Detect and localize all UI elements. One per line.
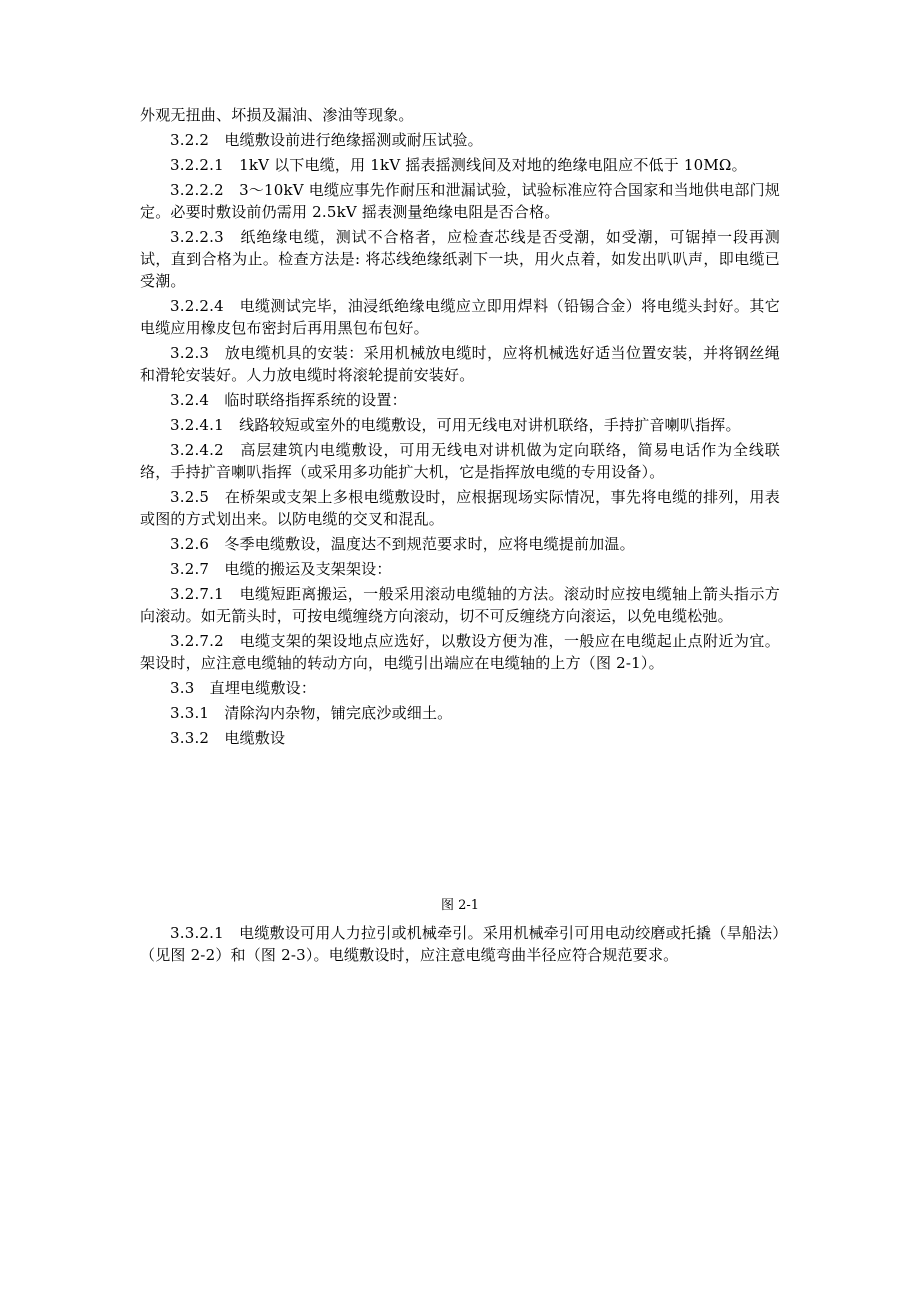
paragraph: 3.2.2.1 1kV 以下电缆，用 1kV 摇表摇测线间及对地的绝缘电阻应不低于 10MΩ。 <box>170 156 747 174</box>
paragraph: 3.3.2 电缆敷设 <box>170 729 286 747</box>
paragraph: 3.2.6 冬季电缆敷设，温度达不到规范要求时，应将电缆提前加温。 <box>170 535 635 553</box>
document-page <box>140 104 780 969</box>
paragraph: 3.2.7 电缆的搬运及支架架设： <box>170 560 392 578</box>
paragraph: 3.2.2.3 纸绝缘电缆，测试不合格者，应检查芯线是否受潮，如受潮，可锯掉一段再测试，直到合格为止。检查方法是: 将芯线绝缘纸剥下一块，用火点着，如发出叭叭声，即电缆已受潮。 <box>140 228 780 290</box>
paragraph: 3.2.3 放电缆机具的安装：采用机械放电缆时，应将机械选好适当位置安装，并将钢丝绳和滑轮安装好。人力放电缆时将滚轮提前安装好。 <box>140 344 780 384</box>
figure-caption: 图 2-1 <box>440 898 480 913</box>
paragraph: 3.2.7.1 电缆短距离搬运，一般采用滚动电缆轴的方法。滚动时应按电缆轴上箭头指示方向滚动。如无箭头时，可按电缆缠绕方向滚动，切不可反缠绕方向滚运，以免电缆松弛。 <box>140 585 780 625</box>
paragraph: 外观无扭曲、坏损及漏油、渗油等现象。 <box>140 106 414 124</box>
paragraph: 3.3.1 清除沟内杂物，铺完底沙或细土。 <box>170 704 453 722</box>
paragraph: 3.2.4.1 线路较短或室外的电缆敷设，可用无线电对讲机联络，手持扩音喇叭指挥。 <box>170 416 741 434</box>
paragraph: 3.2.4.2 高层建筑内电缆敷设，可用无线电对讲机做为定向联络，简易电话作为全线联络，手持扩音喇叭指挥（或采用多功能扩大机，它是指挥放电缆的专用设备）。 <box>140 441 780 481</box>
paragraph: 3.2.2.4 电缆测试完毕，油浸纸绝缘电缆应立即用焊料（铅锡合金）将电缆头封好。其它电缆应用橡皮包布密封后再用黑包布包好。 <box>140 297 780 337</box>
figure-2-1-area <box>140 752 780 892</box>
paragraph: 3.3.2.1 电缆敷设可用人力拉引或机械牵引。采用机械牵引可用电动绞磨或托撬（旱船法）（见图 2-2）和（图 2-3）。电缆敷设时，应注意电缆弯曲半径应符合规范要求。 <box>140 924 780 964</box>
paragraph: 3.2.5 在桥架或支架上多根电缆敷设时，应根据现场实际情况，事先将电缆的排列，用表或图的方式划出来。以防电缆的交叉和混乱。 <box>140 488 780 528</box>
paragraph: 3.3 直埋电缆敷设： <box>170 679 317 697</box>
paragraph: 3.2.7.2 电缆支架的架设地点应选好，以敷设方便为准，一般应在电缆起止点附近为宜。架设时，应注意电缆轴的转动方向，电缆引出端应在电缆轴的上方（图 2-1）。 <box>140 632 780 672</box>
paragraph: 3.2.4 临时联络指挥系统的设置： <box>170 391 407 409</box>
paragraph: 3.2.2.2 3～10kV 电缆应事先作耐压和泄漏试验，试验标准应符合国家和当地供电部门规定。必要时敷设前仍需用 2.5kV 摇表测量绝缘电阻是否合格。 <box>140 181 781 221</box>
paragraph: 3.2.2 电缆敷设前进行绝缘摇测或耐压试验。 <box>170 131 483 149</box>
body-text-bottom <box>140 922 780 966</box>
body-text-top <box>140 104 780 749</box>
